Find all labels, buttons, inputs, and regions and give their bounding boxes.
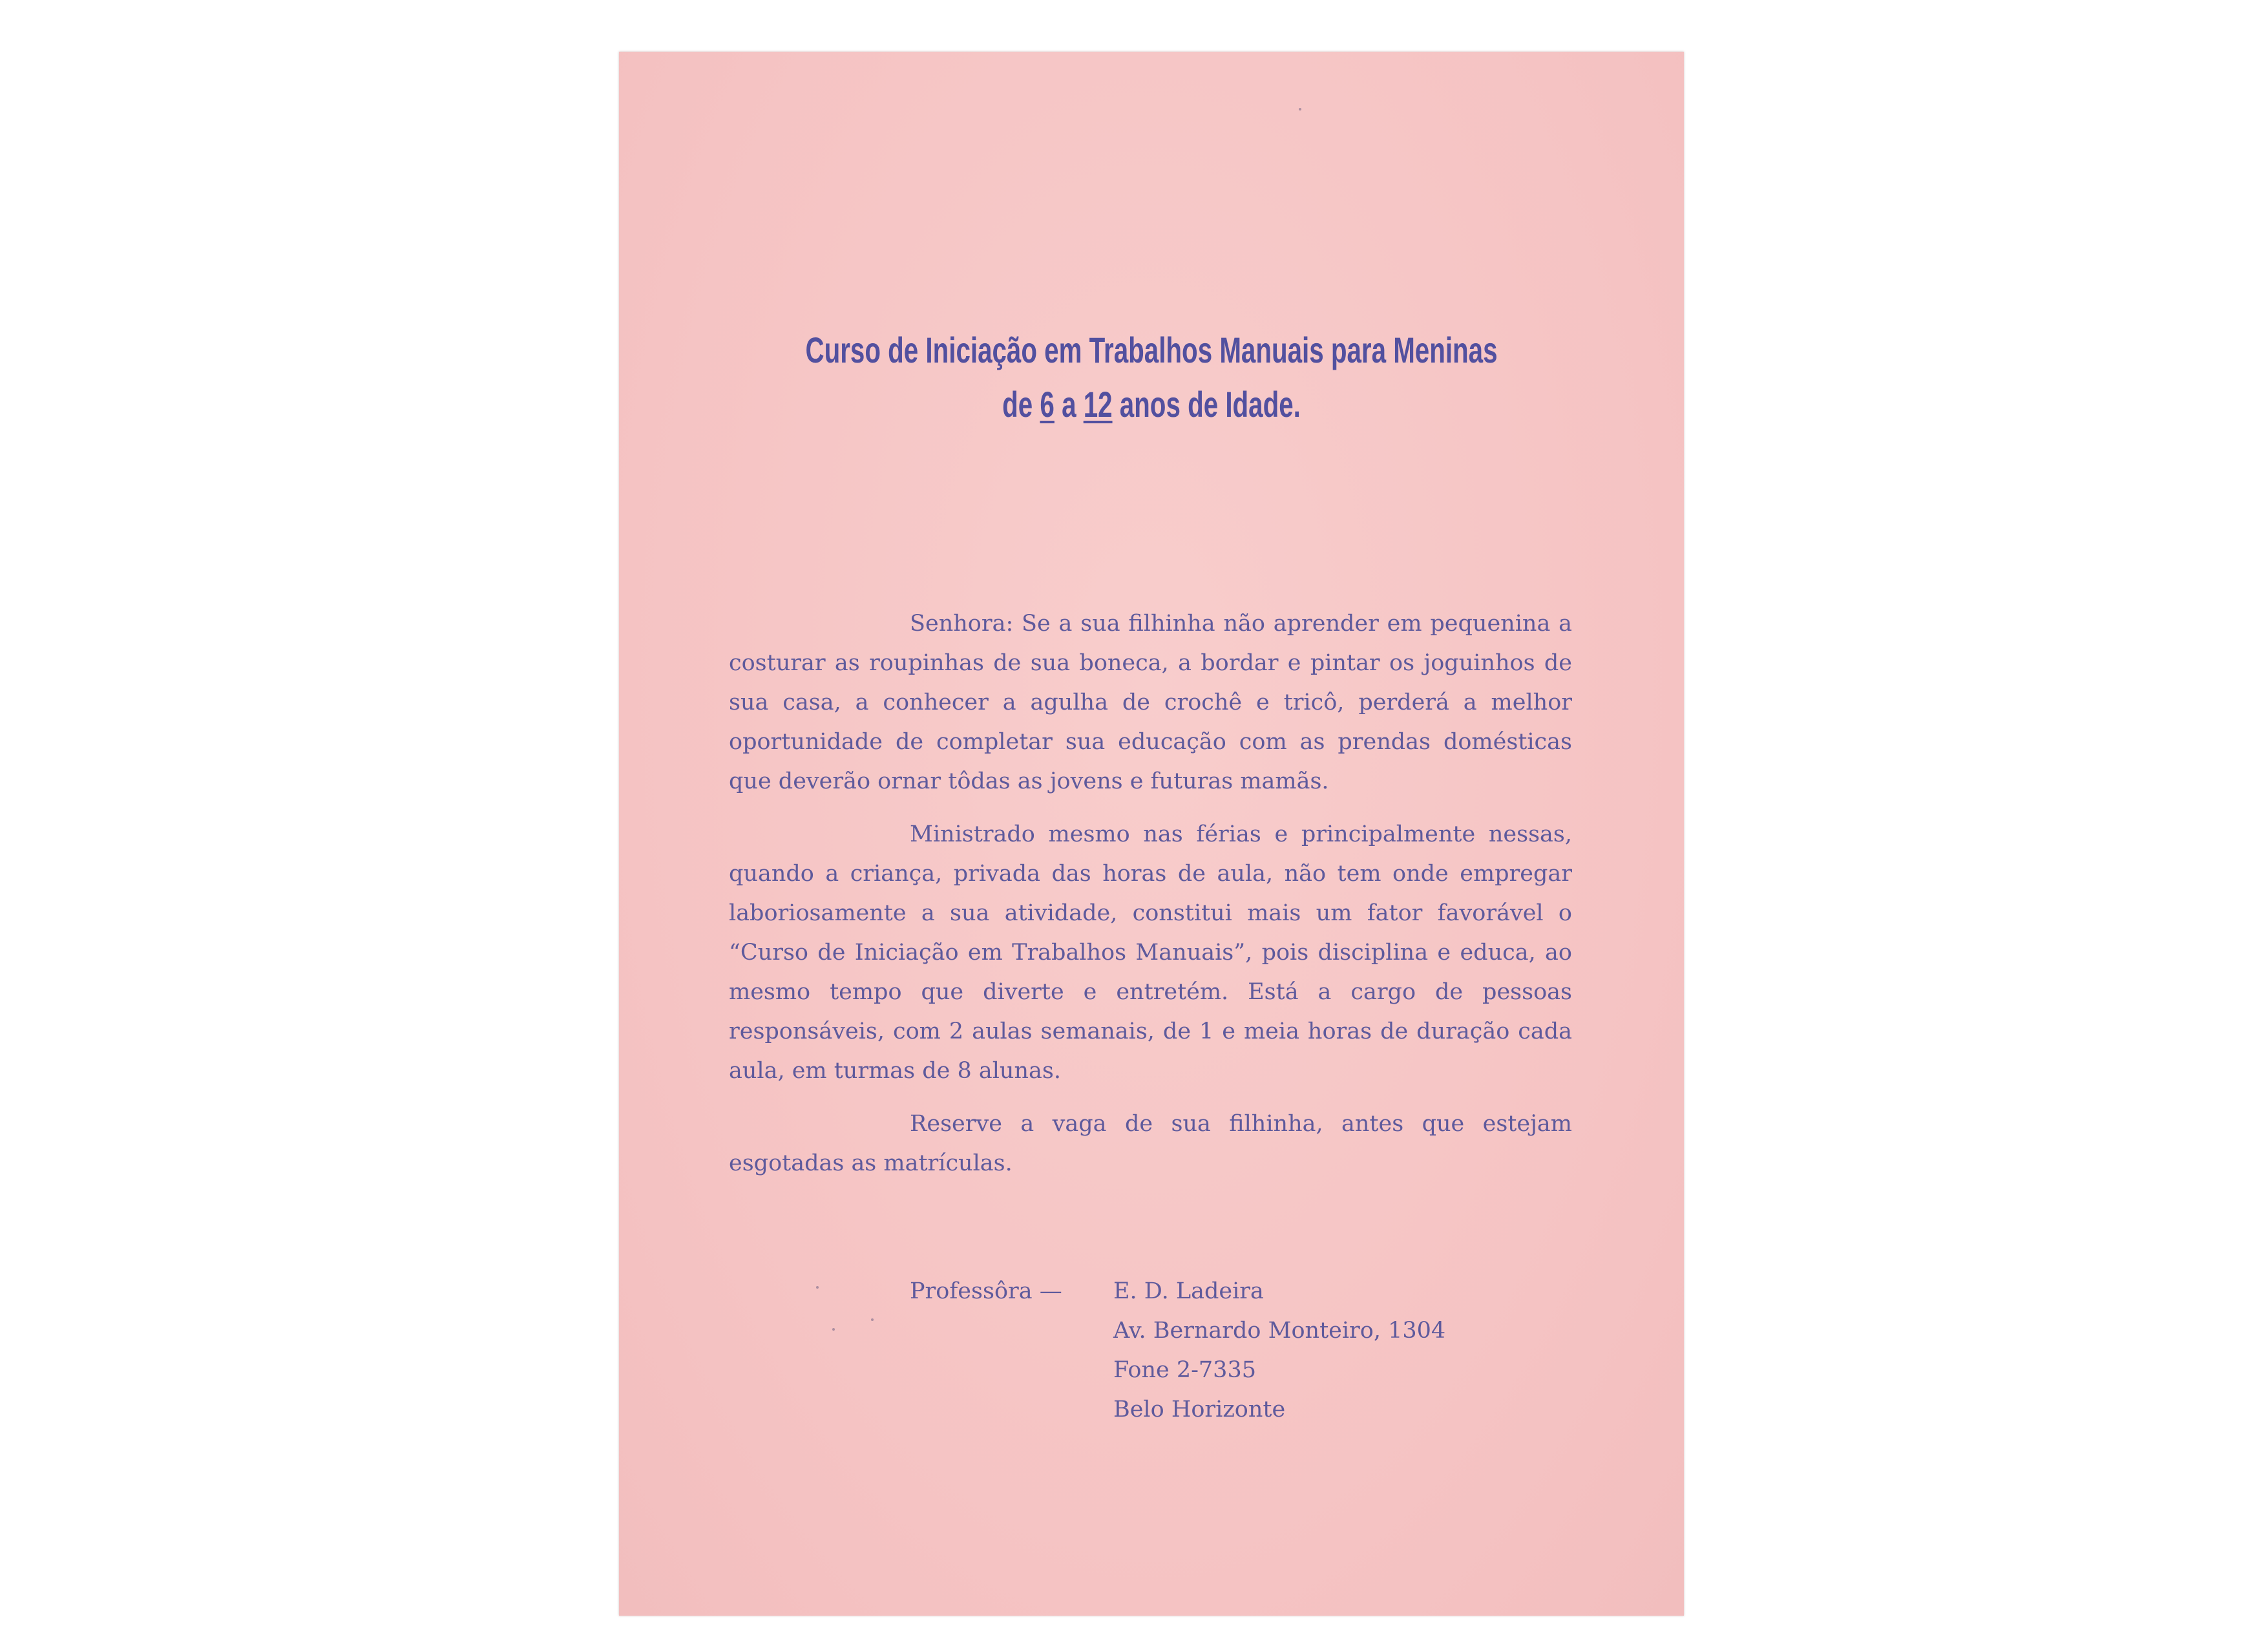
paper-speck: [1299, 108, 1301, 111]
flyer-sheet: [619, 52, 1684, 1616]
age-from: 6: [1040, 384, 1055, 425]
teacher-name: E. D. Ladeira: [1113, 1278, 1264, 1304]
signature-role: Professôra —: [910, 1278, 1062, 1304]
paper-speck: [816, 1286, 819, 1289]
paper-speck: [871, 1318, 874, 1321]
title-mid: a: [1062, 384, 1076, 425]
teacher-city: Belo Horizonte: [1113, 1397, 1286, 1422]
teacher-phone: Fone 2-7335: [1113, 1357, 1256, 1383]
teacher-address: Av. Bernardo Monteiro, 1304: [1113, 1318, 1446, 1344]
flyer-body: [729, 604, 1572, 1197]
title-suffix: anos de Idade.: [1119, 384, 1301, 425]
paragraph-details: Ministrado mesmo nas férias e principalmente nessas, quando a criança, privada das horas de aula, não tem onde empregar laboriosamente a sua atividade, constitui mais um fator favorável o “Curso de Iniciação em Trabalhos Manuais”, pois disciplina e educa, ao mesmo tempo que diverte e entretém. Está a cargo de pessoas responsáveis, com 2 aulas semanais, de 1 e meia horas de duração cada aula, em turmas de 8 alunas.: [729, 821, 1572, 1084]
paper-speck: [832, 1328, 835, 1331]
flyer-title: [768, 323, 1535, 432]
title-prefix: de: [1002, 384, 1033, 425]
age-to: 12: [1083, 384, 1113, 425]
signature-details: [1113, 1272, 1445, 1430]
title-line-1: Curso de Iniciação em Trabalhos Manuais para Meninas: [805, 330, 1498, 370]
title-line-2: [768, 377, 1535, 432]
paragraph-intro: Senhora: Se a sua filhinha não aprender em pequenina a costurar as roupinhas de sua boneca, a bordar e pintar os joguinhos de sua casa, a conhecer a agulha de crochê e tricô, perderá a melhor oportunidade de completar sua educação com as prendas domésticas que deverão ornar tôdas as jovens e futuras mamãs.: [729, 611, 1572, 794]
paragraph-reserve: Reserve a vaga de sua filhinha, antes que estejam esgotadas as matrículas.: [729, 1111, 1572, 1176]
